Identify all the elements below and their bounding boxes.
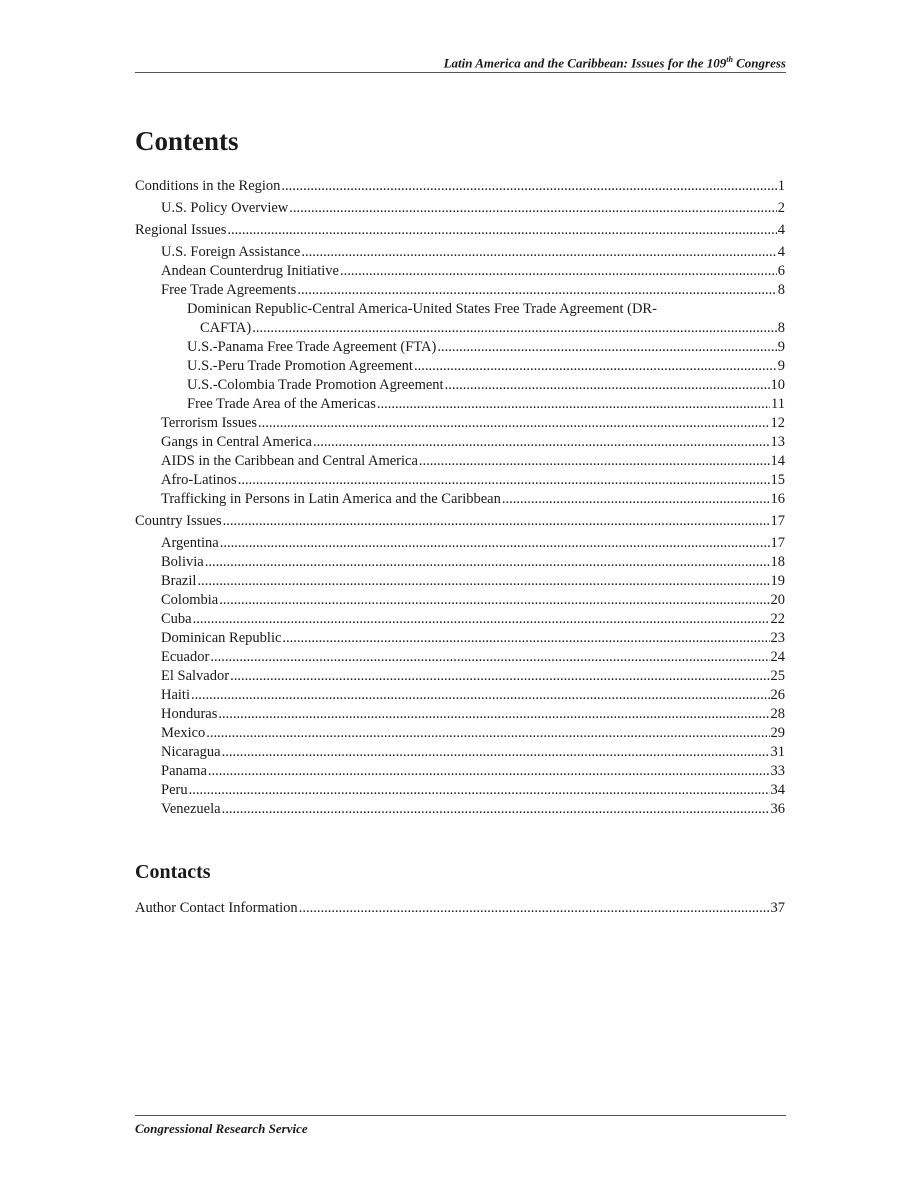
toc-leader-dots	[252, 319, 777, 338]
toc-page-number: 8	[777, 320, 785, 336]
toc-entry-label: Regional Issues	[135, 222, 227, 238]
toc-entry-venezuela[interactable]	[135, 800, 785, 819]
toc-entry-brazil[interactable]	[135, 572, 785, 591]
toc-page-number: 28	[770, 706, 785, 722]
toc-page-number: 4	[777, 244, 785, 260]
toc-page-number: 11	[771, 396, 785, 412]
toc-entry-label: U.S. Policy Overview	[161, 200, 289, 216]
toc-page-number: 29	[770, 725, 785, 741]
toc-entry-label: Peru	[161, 782, 188, 798]
toc-page-number: 17	[770, 535, 785, 551]
toc-entry-label: Venezuela	[161, 801, 221, 817]
toc-leader-dots	[445, 376, 770, 395]
toc-page-number: 36	[770, 801, 785, 817]
toc-leader-dots	[502, 490, 770, 509]
toc-entry-cuba[interactable]	[135, 610, 785, 629]
toc-leader-dots	[281, 177, 776, 196]
toc-entry-label: Honduras	[161, 706, 218, 722]
toc-entry-gangs-central-america[interactable]	[135, 433, 785, 452]
toc-page-number: 37	[770, 900, 785, 916]
toc-page-number: 16	[770, 491, 785, 507]
toc-leader-dots	[238, 471, 770, 490]
toc-page-number: 13	[770, 434, 785, 450]
toc-entry-conditions-in-the-region[interactable]	[135, 177, 785, 196]
toc-entry-nicaragua[interactable]	[135, 743, 785, 762]
toc-page-number: 14	[770, 453, 785, 469]
toc-entry-dr-cafta-continuation	[135, 319, 785, 338]
toc-entry-label: Country Issues	[135, 513, 222, 529]
toc-entry-label: Nicaragua	[161, 744, 221, 760]
header-title	[444, 55, 786, 71]
toc-page-number: 15	[770, 472, 785, 488]
toc-entry-aids-caribbean[interactable]	[135, 452, 785, 471]
toc-leader-dots	[205, 553, 770, 572]
toc-entry-label: El Salvador	[161, 668, 230, 684]
header-title-main: Latin America and the Caribbean: Issues for the 109	[443, 55, 727, 71]
toc-leader-dots	[377, 395, 770, 414]
toc-page-number: 31	[770, 744, 785, 760]
toc-entry-label: Haiti	[161, 687, 190, 703]
toc-entry-us-colombia-tpa[interactable]	[135, 376, 785, 395]
toc-entry-ecuador[interactable]	[135, 648, 785, 667]
toc-leader-dots	[218, 705, 769, 724]
contacts-heading: Contacts	[135, 861, 211, 883]
toc-leader-dots	[222, 800, 770, 819]
toc-entry-afro-latinos[interactable]	[135, 471, 785, 490]
toc-entry-label: Colombia	[161, 592, 219, 608]
toc-entry-label: Author Contact Information	[135, 900, 298, 916]
toc-page-number: 12	[770, 415, 785, 431]
toc-leader-dots	[189, 781, 770, 800]
toc-page-number: 19	[770, 573, 785, 589]
toc-page-number: 9	[777, 358, 785, 374]
toc-entry-label: Argentina	[161, 535, 219, 551]
toc-entry-andean-counterdrug-initiative[interactable]	[135, 262, 785, 281]
running-header	[135, 55, 786, 73]
toc-entry-colombia[interactable]	[135, 591, 785, 610]
toc-page-number: 6	[777, 263, 785, 279]
toc-entry-label: U.S.-Colombia Trade Promotion Agreement	[187, 377, 444, 393]
toc-entry-us-peru-tpa[interactable]	[135, 357, 785, 376]
toc-leader-dots	[282, 629, 769, 648]
toc-page-number: 9	[777, 339, 785, 355]
toc-page-number: 22	[770, 611, 785, 627]
toc-entry-dr-cafta[interactable]	[135, 300, 785, 338]
toc-leader-dots	[340, 262, 777, 281]
toc-entry-haiti[interactable]	[135, 686, 785, 705]
toc-page-number: 26	[770, 687, 785, 703]
toc-page-number: 17	[770, 513, 785, 529]
toc-entry-mexico[interactable]	[135, 724, 785, 743]
toc-entry-regional-issues[interactable]	[135, 221, 785, 240]
toc-entry-us-policy-overview[interactable]	[135, 199, 785, 218]
toc-entry-us-foreign-assistance[interactable]	[135, 243, 785, 262]
toc-entry-label-line1: Dominican Republic-Central America-United States Free Trade Agreement (DR-	[187, 301, 657, 317]
toc-leader-dots	[223, 512, 770, 531]
header-title-suffix: Congress	[732, 55, 786, 71]
toc-entry-bolivia[interactable]	[135, 553, 785, 572]
toc-entry-dominican-republic[interactable]	[135, 629, 785, 648]
toc-entry-label: Brazil	[161, 573, 197, 589]
toc-entry-honduras[interactable]	[135, 705, 785, 724]
toc-page-number: 4	[777, 222, 785, 238]
table-of-contents	[135, 177, 785, 819]
toc-leader-dots	[230, 667, 769, 686]
toc-entry-trafficking-in-persons[interactable]	[135, 490, 785, 509]
toc-entry-author-contact-information[interactable]	[135, 899, 785, 918]
toc-leader-dots	[191, 686, 770, 705]
contacts-list	[135, 899, 785, 918]
toc-entry-label: Mexico	[161, 725, 206, 741]
toc-leader-dots	[301, 243, 776, 262]
toc-entry-label: Terrorism Issues	[161, 415, 258, 431]
toc-page-number: 8	[777, 282, 785, 298]
contents-heading: Contents	[135, 126, 239, 156]
toc-page-number: 10	[770, 377, 785, 393]
toc-leader-dots	[220, 534, 770, 553]
toc-leader-dots	[210, 648, 769, 667]
toc-entry-peru[interactable]	[135, 781, 785, 800]
toc-entry-label: Dominican Republic	[161, 630, 282, 646]
toc-entry-country-issues[interactable]	[135, 512, 785, 531]
toc-entry-label: U.S.-Panama Free Trade Agreement (FTA)	[187, 339, 437, 355]
footer-text: Congressional Research Service	[135, 1121, 308, 1136]
toc-entry-label: Gangs in Central America	[161, 434, 312, 450]
running-footer	[135, 1115, 786, 1137]
toc-leader-dots	[313, 433, 770, 452]
toc-entry-label: Conditions in the Region	[135, 178, 281, 194]
toc-leader-dots	[297, 281, 776, 300]
toc-leader-dots	[206, 724, 769, 743]
toc-entry-label: Trafficking in Persons in Latin America and the Caribbean	[161, 491, 501, 507]
toc-entry-label: Ecuador	[161, 649, 210, 665]
toc-entry-label: U.S.-Peru Trade Promotion Agreement	[187, 358, 413, 374]
toc-leader-dots	[219, 591, 769, 610]
toc-page-number: 33	[770, 763, 785, 779]
toc-entry-label: Andean Counterdrug Initiative	[161, 263, 339, 279]
toc-page-number: 25	[770, 668, 785, 684]
toc-leader-dots	[222, 743, 770, 762]
toc-page-number: 20	[770, 592, 785, 608]
toc-leader-dots	[227, 221, 776, 240]
toc-entry-label: Panama	[161, 763, 207, 779]
toc-page-number: 18	[770, 554, 785, 570]
toc-entry-label: Free Trade Agreements	[161, 282, 297, 298]
toc-leader-dots	[299, 899, 770, 918]
toc-entry-label: U.S. Foreign Assistance	[161, 244, 301, 260]
toc-entry-label: Bolivia	[161, 554, 204, 570]
toc-leader-dots	[193, 610, 770, 629]
toc-entry-us-panama-fta[interactable]	[135, 338, 785, 357]
toc-page-number: 34	[770, 782, 785, 798]
toc-entry-label-line2: CAFTA)	[200, 320, 252, 336]
toc-leader-dots	[208, 762, 770, 781]
toc-entry-label: AIDS in the Caribbean and Central America	[161, 453, 418, 469]
header-title-superscript: th	[726, 55, 733, 64]
toc-leader-dots	[419, 452, 770, 471]
toc-leader-dots	[258, 414, 769, 433]
toc-page-number: 24	[770, 649, 785, 665]
toc-entry-label: Cuba	[161, 611, 192, 627]
toc-leader-dots	[197, 572, 769, 591]
toc-entry-label: Afro-Latinos	[161, 472, 237, 488]
toc-leader-dots	[414, 357, 777, 376]
toc-page-number: 2	[777, 200, 785, 216]
toc-entry-label: Free Trade Area of the Americas	[187, 396, 376, 412]
toc-leader-dots	[289, 199, 776, 218]
toc-page-number: 1	[777, 178, 785, 194]
toc-entry-ftaa[interactable]	[135, 395, 785, 414]
toc-entry-el-salvador[interactable]	[135, 667, 785, 686]
toc-entry-panama[interactable]	[135, 762, 785, 781]
toc-entry-free-trade-agreements[interactable]	[135, 281, 785, 300]
toc-entry-terrorism-issues[interactable]	[135, 414, 785, 433]
toc-page-number: 23	[770, 630, 785, 646]
toc-leader-dots	[437, 338, 776, 357]
toc-entry-argentina[interactable]	[135, 534, 785, 553]
